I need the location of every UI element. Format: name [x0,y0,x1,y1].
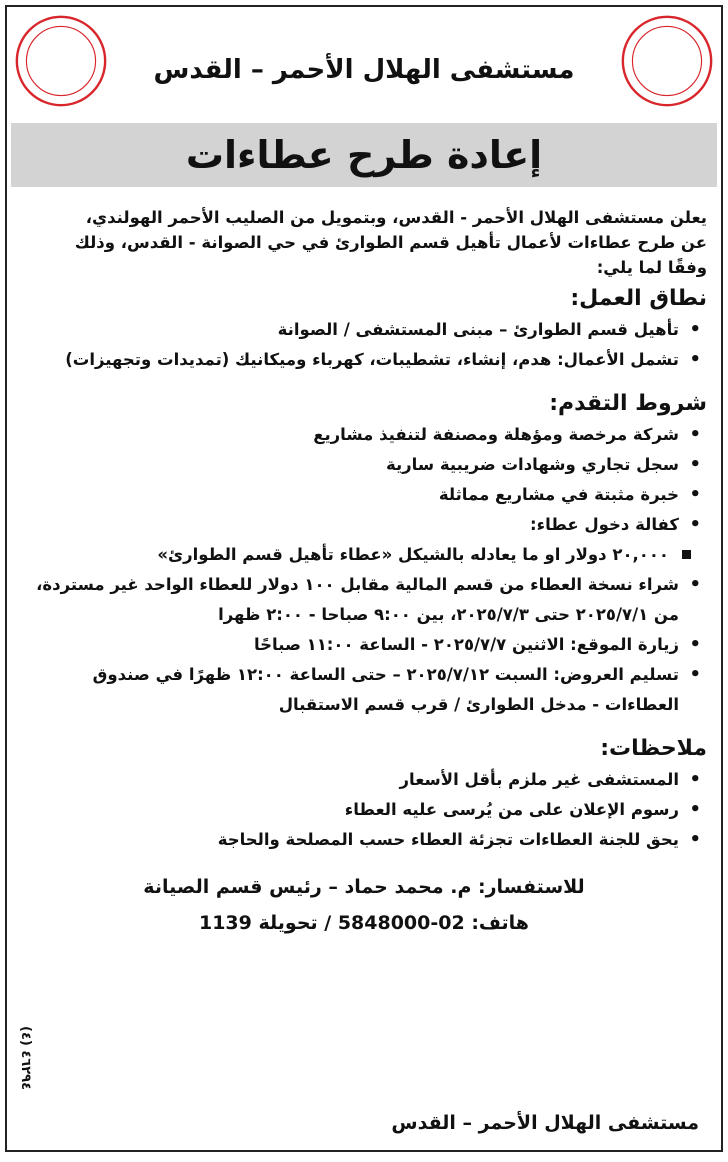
tender-ad [5,5,723,1152]
conditions-title: شروط التقدم: [549,391,707,416]
conditions-list-more [21,570,707,720]
phone-line: هاتف: 02-5848000 / تحويلة 1139 [198,912,529,934]
notes-title: ملاحظات: [600,736,707,761]
banner-title: إعادة طرح عطاءات [11,123,717,187]
bond-detail: ٢٠,٠٠٠ دولار او ما يعادله بالشيكل «عطاء تأهيل قسم الطوارئ» [21,540,707,570]
header [7,7,721,115]
list-item: • تسليم العروض: السبت ٢٠٢٥/٧/١٢ – حتى الساعة ١٢:٠٠ ظهرًا في صندوق العطاءات - مدخل الطوارئ / قرب قسم الاستقبال [21,660,707,720]
list-item: • خبرة مثبتة في مشاريع مماثلة [21,480,707,510]
red-crescent-logo-icon [619,13,715,109]
reference-code: ٤٦٢٩٤ (٤) [18,1025,33,1090]
list-item: • شراء نسخة العطاء من قسم المالية مقابل ١٠٠ دولار للعطاء الواحد غير مستردة، من ٢٠٢٥/٧/١ حتى ٢٠٢٥/٧/٣، بين ٩:٠٠ صباحا - ٢:٠٠ ظهرا [21,570,707,630]
hospital-name: مستشفى الهلال الأحمر – القدس [153,55,575,85]
intro-line: يعلن مستشفى الهلال الأحمر - القدس، وبتمويل من الصليب الأحمر الهولندي، [85,208,707,227]
list-item: • كفالة دخول عطاء: [21,510,707,540]
list-item: • رسوم الإعلان على من يُرسى عليه العطاء [21,795,707,825]
list-item: • يحق للجنة العطاءات تجزئة العطاء حسب المصلحة والحاجة [21,825,707,855]
notes-list [21,765,707,855]
scope-list [21,315,707,375]
list-item: • زيارة الموقع: الاثنين ٢٠٢٥/٧/٧ - الساعة ١١:٠٠ صباحًا [21,630,707,660]
list-item: • المستشفى غير ملزم بأقل الأسعار [21,765,707,795]
intro-line: عن طرح عطاءات لأعمال تأهيل قسم الطوارئ في حي الصوانة - القدس، وذلك [74,233,707,252]
footer-hospital-name: مستشفى الهلال الأحمر – القدس [391,1112,699,1134]
bond-sublist [21,540,707,570]
list-item: • تأهيل قسم الطوارئ – مبنى المستشفى / الصوانة [21,315,707,345]
content [7,187,721,941]
intro-line: وفقًا لما يلي: [596,258,707,277]
list-item: • تشمل الأعمال: هدم، إنشاء، تشطيبات، كهرباء وميكانيك (تمديدات وتجهيزات) [21,345,707,375]
list-item: • سجل تجاري وشهادات ضريبية سارية [21,450,707,480]
intro-paragraph [21,205,707,280]
list-item: • شركة مرخصة ومؤهلة ومصنفة لتنفيذ مشاريع [21,420,707,450]
scope-title: نطاق العمل: [570,286,707,311]
inquiry-line: للاستفسار: م. محمد حماد – رئيس قسم الصيانة [143,876,585,898]
conditions-list [21,420,707,540]
contact-block [21,869,707,941]
